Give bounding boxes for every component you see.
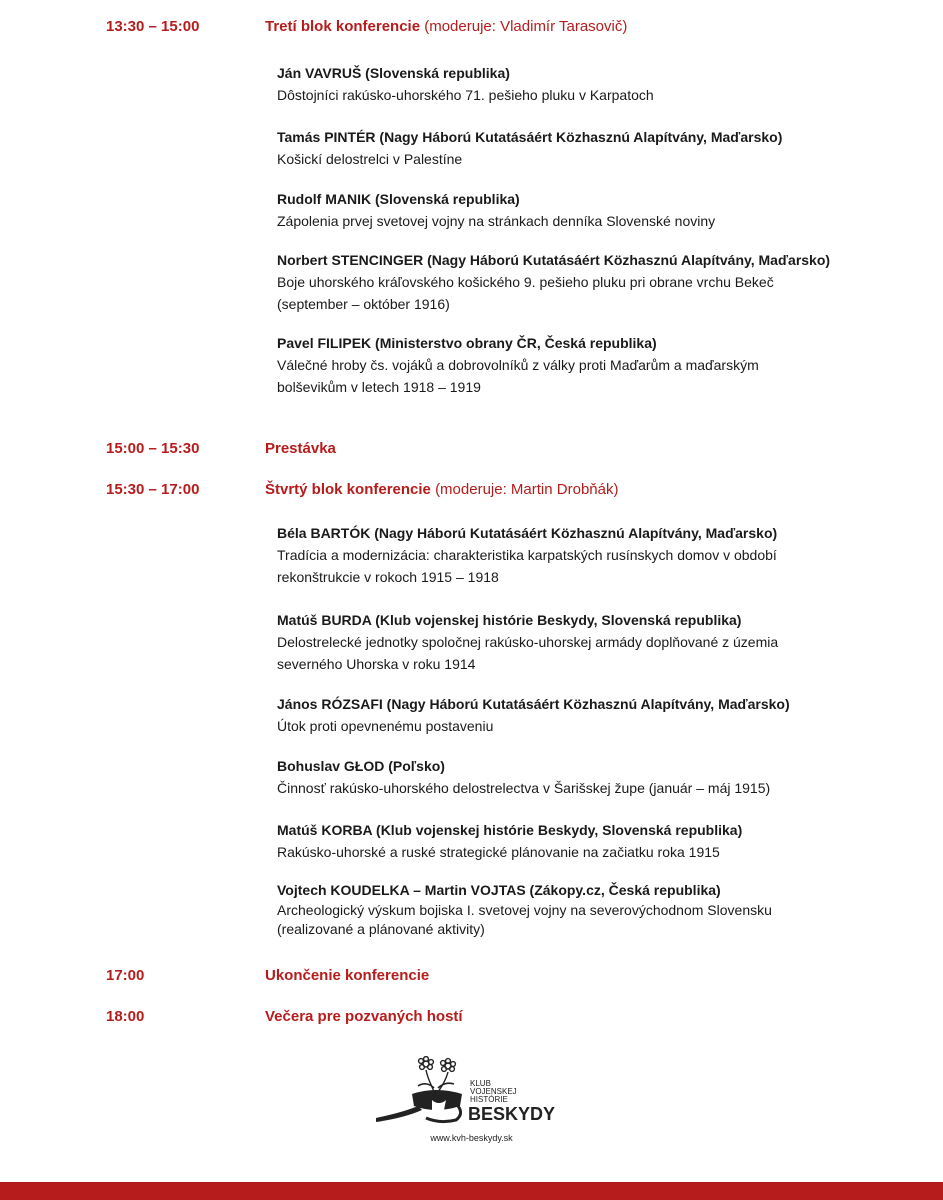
helmet-flower-icon [374, 1056, 574, 1126]
footer-bar [0, 1182, 943, 1200]
dinner-title: Večera pre pozvaných hostí [265, 1008, 463, 1025]
talk-speaker: Ján VAVRUŠ (Slovenská republika) [277, 65, 510, 81]
talk-title-line1: Tradícia a modernizácia: charakteristika karpatských rusínskych domov v období [277, 547, 777, 563]
slot-time: 15:30 – 17:00 [106, 481, 200, 498]
talk-title-line1: Archeologický výskum bojiska I. svetovej vojny na severovýchodnom Slovensku [277, 902, 772, 918]
slot-title [265, 1008, 463, 1025]
talk-title-line2: severného Uhorska v roku 1914 [277, 656, 476, 672]
talk-item [277, 522, 877, 588]
closing-title: Ukončenie konferencie [265, 967, 430, 984]
logo-name: BESKYDY [468, 1104, 556, 1124]
talk-title-line2: bolševikům v letech 1918 – 1919 [277, 379, 481, 395]
talk-speaker: Matúš BURDA (Klub vojenskej histórie Beskydy, Slovenská republika) [277, 612, 742, 628]
talk-speaker: Norbert STENCINGER (Nagy Háború Kutatásáért Közhasznú Alapítvány, Maďarsko) [277, 252, 831, 268]
talk-item [277, 126, 877, 170]
talk-item [277, 609, 877, 675]
talk-speaker: Vojtech KOUDELKA – Martin VOJTAS (Zákopy.cz, Česká republika) [277, 882, 721, 898]
moderator: (moderuje: Martin Drobňák) [435, 481, 619, 498]
talk-title-line2: rekonštrukcie v rokoch 1915 – 1918 [277, 569, 499, 585]
talk-speaker: Rudolf MANIK (Slovenská republika) [277, 191, 520, 207]
talk-item [277, 332, 877, 398]
talk-title: Rakúsko-uhorské a ruské strategické plánovanie na začiatku roka 1915 [277, 844, 720, 860]
talk-title-line2: (september – október 1916) [277, 296, 450, 312]
logo-line1: KLUB [470, 1079, 491, 1088]
talk-title-line1: Válečné hroby čs. vojáků a dobrovolníků z války proti Maďarům a maďarským [277, 357, 759, 373]
talk-item [277, 693, 877, 737]
logo-line2: VOJENSKEJ [470, 1087, 517, 1096]
slot-time: 13:30 – 15:00 [106, 18, 200, 35]
talk-title-line1: Boje uhorského kráľovského košického 9. pešieho pluku pri obrane vrchu Bekeč [277, 274, 774, 290]
talk-title: Zápolenia prvej svetovej vojny na stránkach denníka Slovenské noviny [277, 213, 716, 229]
talk-item [277, 755, 877, 799]
talk-title: Útok proti opevnenému postaveniu [277, 718, 494, 734]
slot-title [265, 967, 429, 984]
logo-line3: HISTÓRIE [470, 1095, 508, 1104]
block-title: Tretí blok konferencie [265, 18, 421, 35]
club-logo [374, 1056, 574, 1126]
talk-speaker: Tamás PINTÉR (Nagy Háború Kutatásáért Közhasznú Alapítvány, Maďarsko) [277, 129, 783, 145]
talk-item [277, 188, 877, 232]
talk-speaker: Pavel FILIPEK (Ministerstvo obrany ČR, Česká republika) [277, 335, 657, 351]
slot-title [265, 18, 627, 35]
talk-speaker: Matúš KORBA (Klub vojenskej histórie Beskydy, Slovenská republika) [277, 822, 743, 838]
talk-item [277, 249, 877, 315]
talk-title: Košickí delostrelci v Palestíne [277, 151, 463, 167]
slot-time: 15:00 – 15:30 [106, 440, 200, 457]
talk-title: Činnosť rakúsko-uhorského delostrelectva v Šarišskej župe (január – máj 1915) [277, 780, 771, 796]
talk-item [277, 819, 877, 863]
talk-title: Dôstojníci rakúsko-uhorského 71. pešieho pluku v Karpatoch [277, 87, 654, 103]
talk-speaker: János RÓZSAFI (Nagy Háború Kutatásáért Közhasznú Alapítvány, Maďarsko) [277, 696, 790, 712]
talk-item [277, 879, 877, 939]
break-title: Prestávka [265, 440, 336, 457]
slot-title [265, 440, 336, 457]
talk-title-line1: Delostrelecké jednotky spoločnej rakúsko-uhorskej armády doplňované z územia [277, 634, 779, 650]
talk-item [277, 62, 877, 106]
slot-time: 17:00 [106, 967, 145, 984]
slot-time: 18:00 [106, 1008, 145, 1025]
block-title: Štvrtý blok konferencie [265, 481, 431, 498]
moderator: (moderuje: Vladimír Tarasovič) [424, 18, 628, 35]
talk-title-line2: (realizované a plánované aktivity) [277, 921, 485, 937]
website-link[interactable]: www.kvh-beskydy.sk [430, 1133, 513, 1143]
talk-speaker: Bohuslav GŁOD (Poľsko) [277, 758, 445, 774]
slot-title [265, 481, 618, 498]
talk-speaker: Béla BARTÓK (Nagy Háború Kutatásáért Közhasznú Alapítvány, Maďarsko) [277, 525, 778, 541]
